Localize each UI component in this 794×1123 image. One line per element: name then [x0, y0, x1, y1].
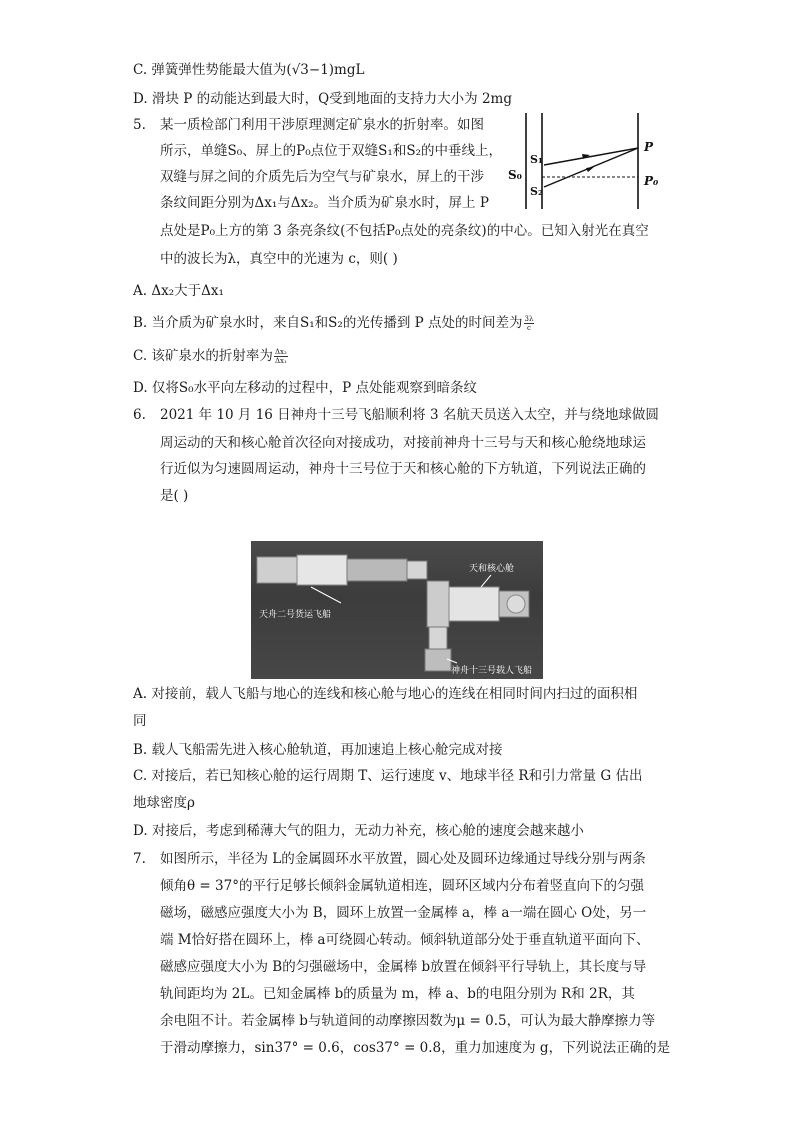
q7-line-5: 磁感应强度大小为 B的匀强磁场中，金属棒 b放置在倾斜平行导轨上，其长度与导 [160, 959, 647, 975]
q5-line-5: 点处是P₀上方的第 3 条亮条纹(不包括P₀点处的亮条纹)的中心。已知入射光在真空 [160, 223, 649, 239]
q5-option-c-text: C. 该矿泉水的折射率为 [133, 348, 273, 364]
fraction-numerator: 3λ [524, 315, 534, 323]
q5-option-b [133, 313, 534, 333]
fraction-3lambda-over-c [524, 315, 535, 332]
q6-line-1: 2021 年 10 月 16 日神舟十三号飞船顺利将 3 名航天员送入太空，并与绕地球做圆 [160, 407, 659, 423]
q5-line-6: 中的波长为λ，真空中的光速为 c，则( ) [160, 251, 398, 267]
q6-line-3: 行近似为匀速圆周运动，神舟十三号位于天和核心舱的下方轨道，下列说法正确的 [160, 461, 646, 477]
q7-number: 7. [133, 851, 146, 867]
q5-option-d: D. 仅将S₀水平向左移动的过程中，P 点处能观察到暗条纹 [133, 380, 477, 396]
label-s0: S₀ [508, 168, 522, 182]
label-p0: P₀ [644, 174, 659, 188]
q5-option-c [133, 346, 288, 366]
label-shenzhou: 神舟十三号载人飞船 [451, 666, 533, 676]
q6-line-2: 周运动的天和核心舱首次径向对接成功，对接前神舟十三号与天和核心舱绕地球运 [160, 435, 646, 451]
fraction-numerator: Δx₂ [274, 348, 287, 356]
label-tianhe: 天和核心舱 [469, 564, 515, 574]
q5-option-a: A. Δx₂大于Δx₁ [133, 283, 224, 299]
q4-option-d: D. 滑块 P 的动能达到最大时，Q受到地面的支持力大小为 2mg [133, 91, 512, 107]
q6-option-c-line-1: C. 对接后，若已知核心舱的运行周期 T、运行速度 v、地球半径 R和引力常量 G 估出 [133, 768, 643, 784]
q6-number: 6. [133, 407, 146, 423]
q7-line-4: 端 M恰好搭在圆环上，棒 a可绕圆心转动。倾斜轨道部分处于垂直轨道平面向下、 [160, 932, 650, 948]
q5-line-2: 所示，单缝S₀、屏上的P₀点位于双缝S₁和S₂的中垂线上， [160, 143, 502, 159]
q6-option-a-line-2: 同 [133, 713, 147, 729]
space-station-photo [251, 541, 543, 679]
q7-line-1: 如图所示，半径为 L的金属圆环水平放置，圆心处及圆环边缘通过导线分别与两条 [160, 851, 646, 867]
q5-option-b-text: B. 当介质为矿泉水时，来自S₁和S₂的光传播到 P 点处的时间差为 [133, 315, 523, 331]
fraction-dx2-over-dx1 [274, 348, 288, 365]
q6-option-c-line-2: 地球密度ρ [133, 795, 195, 811]
q6-option-b: B. 载人飞船需先进入核心舱轨道，再加速追上核心舱完成对接 [133, 742, 503, 758]
label-p: P [644, 140, 654, 154]
label-s1: S₁ [530, 153, 543, 166]
q7-line-2: 倾角θ = 37°的平行足够长倾斜金属轨道相连，圆环区域内分布着竖直向下的匀强 [160, 878, 644, 894]
label-s2: S₂ [530, 185, 543, 198]
q5-number: 5. [133, 117, 146, 133]
q6-option-a-line-1: A. 对接前，载人飞船与地心的连线和核心舱与地心的连线在相同时间内扫过的面积相 [133, 686, 638, 702]
q7-line-3: 磁场，磁感应强度大小为 B，圆环上放置一金属棒 a，棒 a一端在圆心 O处，另一 [160, 905, 647, 921]
q7-line-7: 余电阻不计。若金属棒 b与轨道间的动摩擦因数为μ = 0.5，可认为最大静摩擦力等 [160, 1013, 656, 1029]
q4-option-c: C. 弹簧弹性势能最大值为(√3−1)mgL [133, 62, 365, 78]
q5-line-4: 条纹间距分别为Δx₁与Δx₂。当介质为矿泉水时，屏上 P [160, 195, 489, 211]
q5-line-1: 某一质检部门利用干涉原理测定矿泉水的折射率。如图 [160, 117, 484, 133]
q5-line-3: 双缝与屏之间的介质先后为空气与矿泉水，屏上的干涉 [160, 169, 484, 185]
q6-option-d: D. 对接后，考虑到稀薄大气的阻力，无动力补充，核心舱的速度会越来越小 [133, 823, 584, 839]
q7-line-8: 于滑动摩擦力，sin37° = 0.6，cos37° = 0.8，重力加速度为 g，下列说法正确的是 [160, 1040, 671, 1056]
fraction-denominator: Δx₁ [274, 357, 287, 365]
q6-line-4: 是( ) [160, 488, 189, 504]
fraction-denominator: c [526, 324, 531, 332]
double-slit-diagram [508, 113, 668, 211]
q7-line-6: 轨间距均为 2L。已知金属棒 b的质量为 m，棒 a、b的电阻分别为 R和 2R，其 [160, 986, 635, 1002]
label-tianzhou: 天舟二号货运飞船 [259, 610, 332, 620]
